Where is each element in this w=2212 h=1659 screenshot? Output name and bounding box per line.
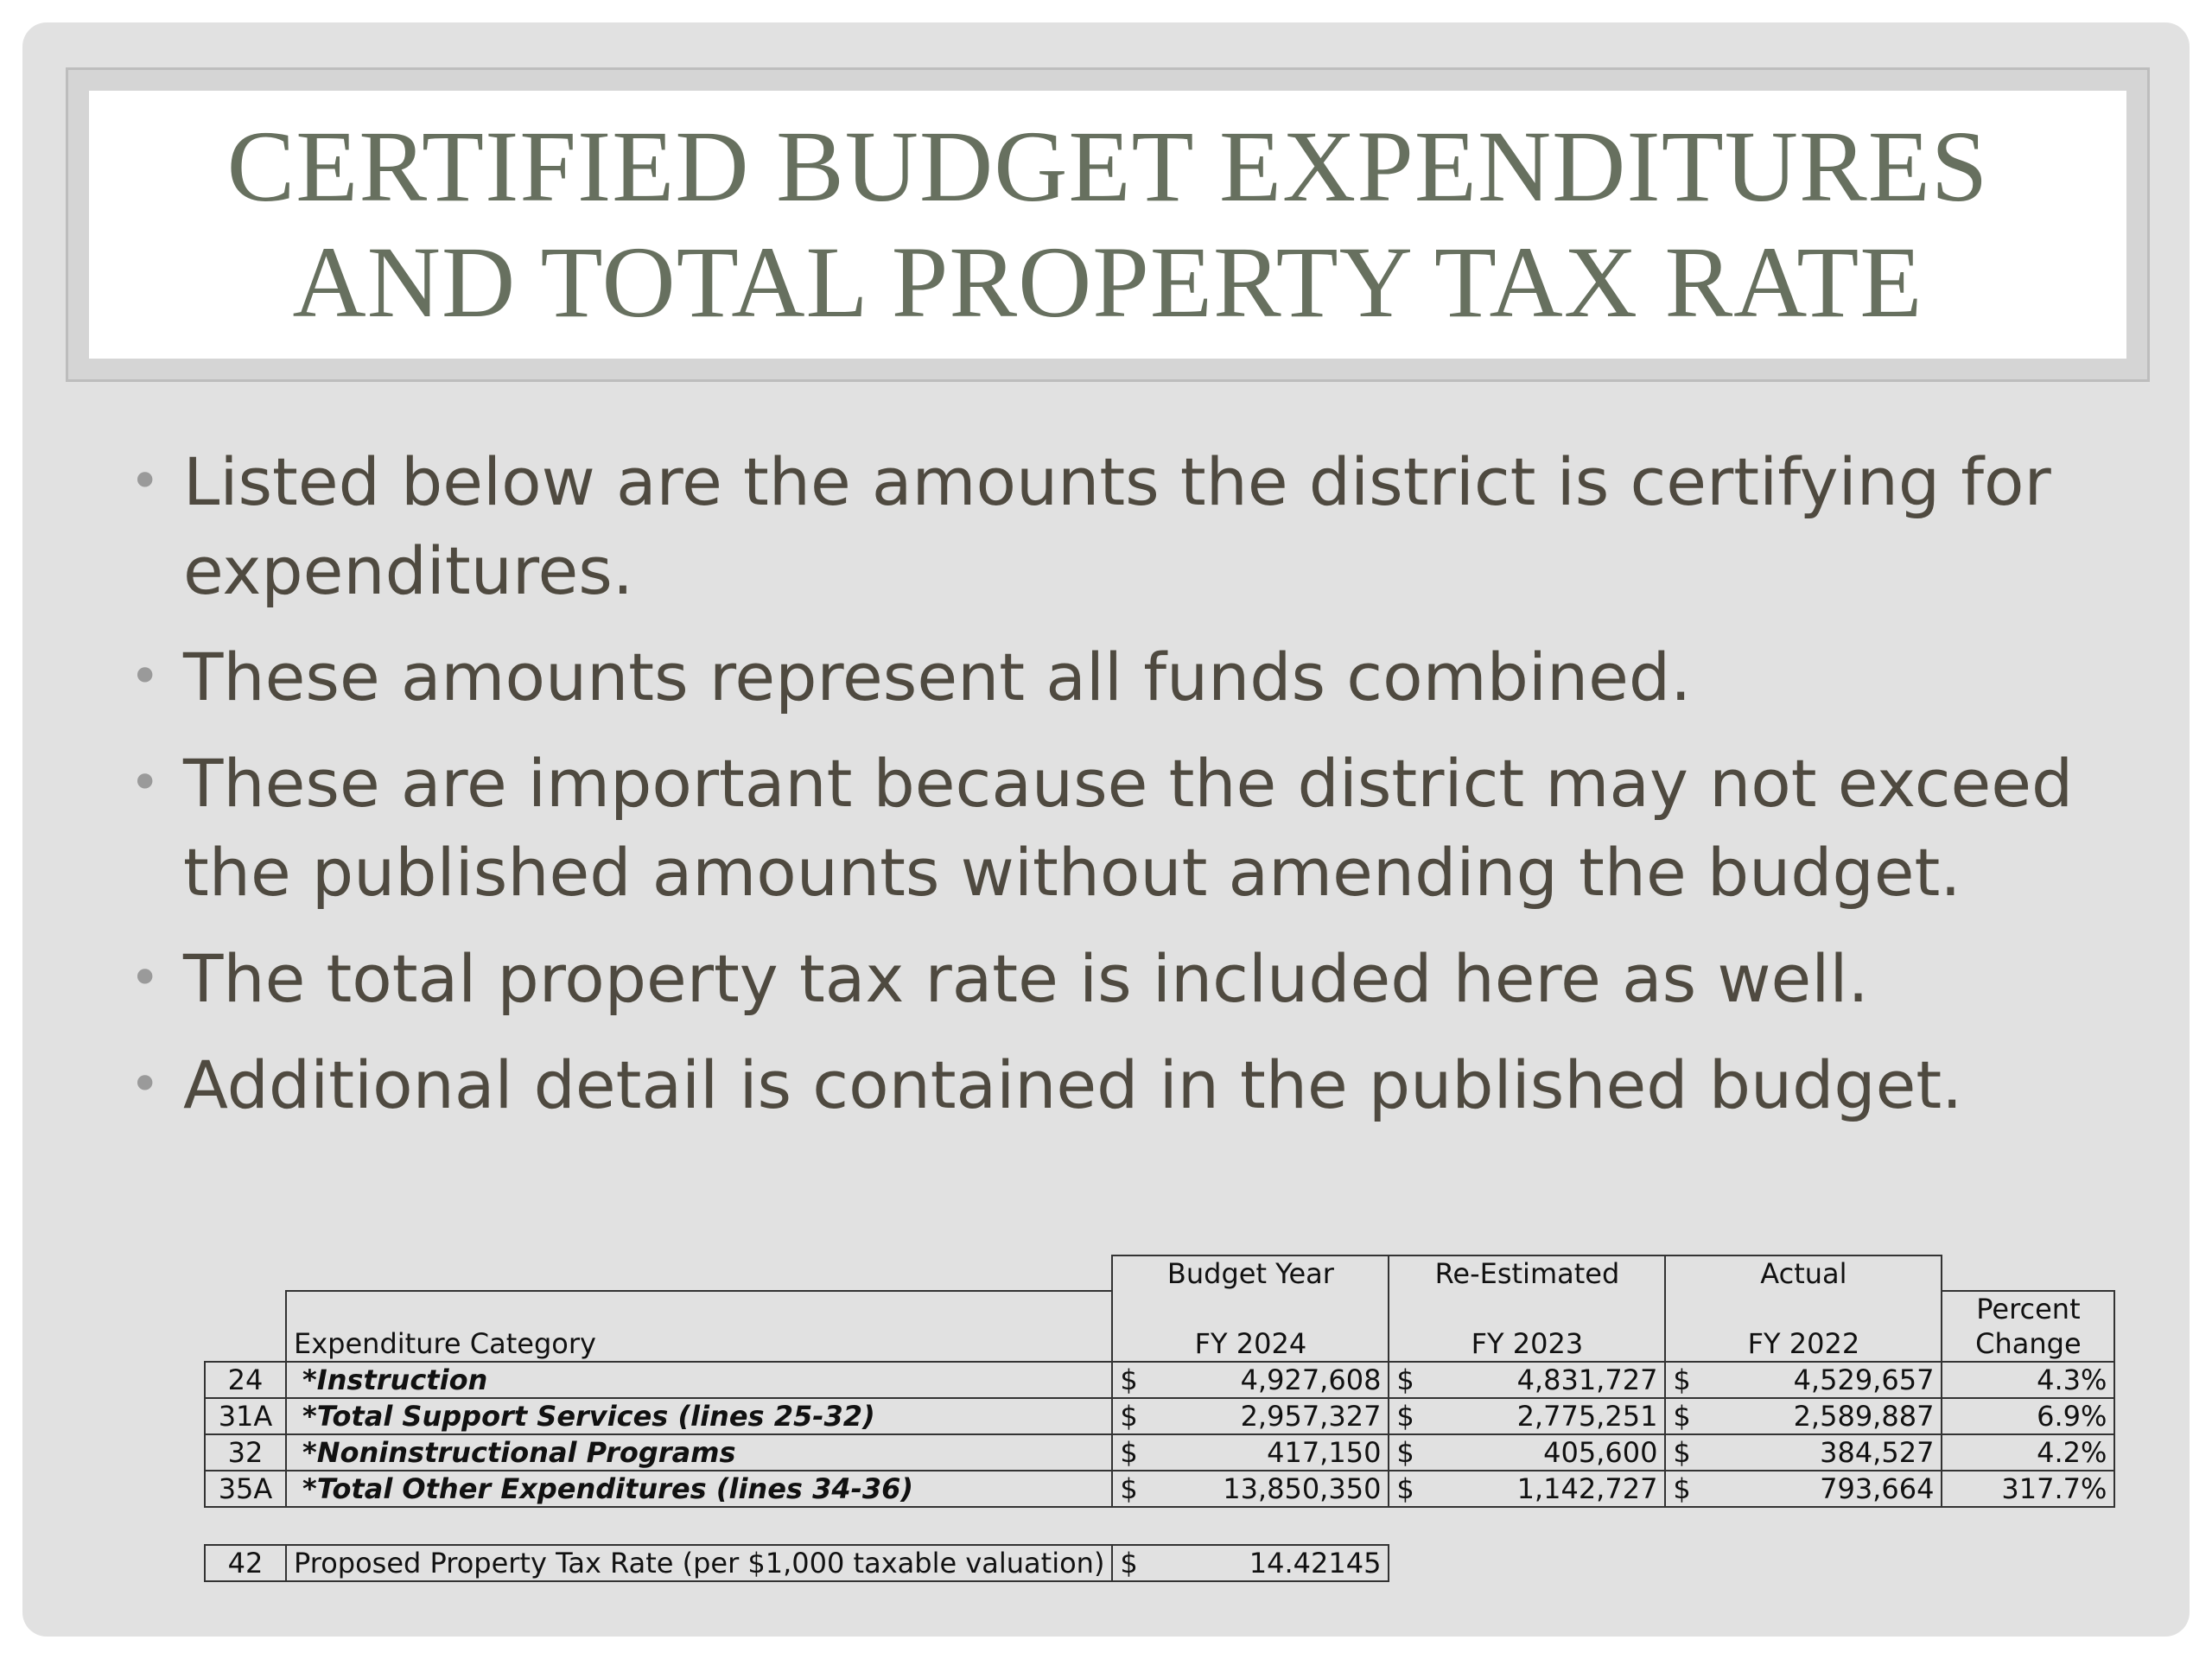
table-row (205, 1362, 2114, 1398)
line-number: 42 (205, 1545, 286, 1581)
category-cell: *Total Support Services (lines 25-32) (286, 1398, 1112, 1434)
fy2024-cell: $ 417,150 (1112, 1434, 1389, 1471)
category-header: Expenditure Category (286, 1291, 1112, 1362)
bullet-dot-icon: • (130, 646, 161, 707)
bullet-item (114, 934, 2101, 1023)
bullet-list (114, 437, 2101, 1147)
table-row (205, 1434, 2114, 1471)
title-frame (66, 67, 2150, 382)
bullet-item (114, 739, 2101, 917)
percent-cell: 317.7% (1942, 1471, 2114, 1507)
percent-cell: 6.9% (1942, 1398, 2114, 1434)
bullet-dot-icon: • (130, 753, 161, 813)
category-cell: *Noninstructional Programs (286, 1434, 1112, 1471)
bullet-text: These amounts represent all funds combined. (183, 639, 1692, 715)
bullet-text: The total property tax rate is included here as well. (183, 940, 1869, 1017)
tax-rate-row (205, 1545, 2114, 1581)
percent-cell: 4.3% (1942, 1362, 2114, 1398)
title-box (89, 91, 2126, 359)
slide-title (89, 91, 2126, 359)
table-row (205, 1471, 2114, 1507)
fy2023-cell: $ 4,831,727 (1389, 1362, 1665, 1398)
bullet-item (114, 632, 2101, 721)
bullet-dot-icon: • (130, 948, 161, 1008)
tax-rate-value: $ 14.42145 (1112, 1545, 1389, 1581)
fy2023-cell: $ 2,775,251 (1389, 1398, 1665, 1434)
title-line-2: AND TOTAL PROPERTY TAX RATE (292, 226, 1923, 339)
table-row (205, 1398, 2114, 1434)
fy2023-cell: $ 405,600 (1389, 1434, 1665, 1471)
fy2022-header: FY 2022 (1665, 1291, 1942, 1362)
actual-header: Actual (1665, 1255, 1942, 1291)
fy2024-cell: $ 2,957,327 (1112, 1398, 1389, 1434)
spacer-row (205, 1507, 2114, 1545)
bullet-text: Additional detail is contained in the published budget. (183, 1046, 1963, 1123)
line-number: 32 (205, 1434, 286, 1471)
category-cell: *Instruction (286, 1362, 1112, 1398)
header-row-1 (205, 1255, 2114, 1291)
header-row-2 (205, 1291, 2114, 1362)
re-estimated-header: Re-Estimated (1389, 1255, 1665, 1291)
fy2024-header: FY 2024 (1112, 1291, 1389, 1362)
slide (22, 22, 2190, 1637)
fy2022-cell: $ 384,527 (1665, 1434, 1942, 1471)
percent-cell: 4.2% (1942, 1434, 2114, 1471)
bullet-item (114, 437, 2101, 615)
fy2022-cell: $ 2,589,887 (1665, 1398, 1942, 1434)
fy2024-cell: $ 4,927,608 (1112, 1362, 1389, 1398)
bullet-text: These are important because the district may not exceed the published amounts without amending the budget. (183, 745, 2074, 911)
title-line-1: CERTIFIED BUDGET EXPENDITURES (226, 110, 1989, 223)
expenditure-table (204, 1255, 2115, 1582)
bullet-text: Listed below are the amounts the district is certifying for expenditures. (183, 443, 2051, 609)
line-number: 35A (205, 1471, 286, 1507)
fy2023-cell: $ 1,142,727 (1389, 1471, 1665, 1507)
line-number: 31A (205, 1398, 286, 1434)
fy2022-cell: $ 793,664 (1665, 1471, 1942, 1507)
bullet-dot-icon: • (130, 451, 161, 512)
budget-year-header: Budget Year (1112, 1255, 1389, 1291)
percent-change-header: Percent Change (1942, 1291, 2114, 1362)
fy2024-cell: $ 13,850,350 (1112, 1471, 1389, 1507)
fy2023-header: FY 2023 (1389, 1291, 1665, 1362)
fy2022-cell: $ 4,529,657 (1665, 1362, 1942, 1398)
bullet-dot-icon: • (130, 1054, 161, 1115)
line-number: 24 (205, 1362, 286, 1398)
category-cell: *Total Other Expenditures (lines 34-36) (286, 1471, 1112, 1507)
tax-rate-label: Proposed Property Tax Rate (per $1,000 taxable valuation) (286, 1545, 1112, 1581)
bullet-item (114, 1040, 2101, 1129)
